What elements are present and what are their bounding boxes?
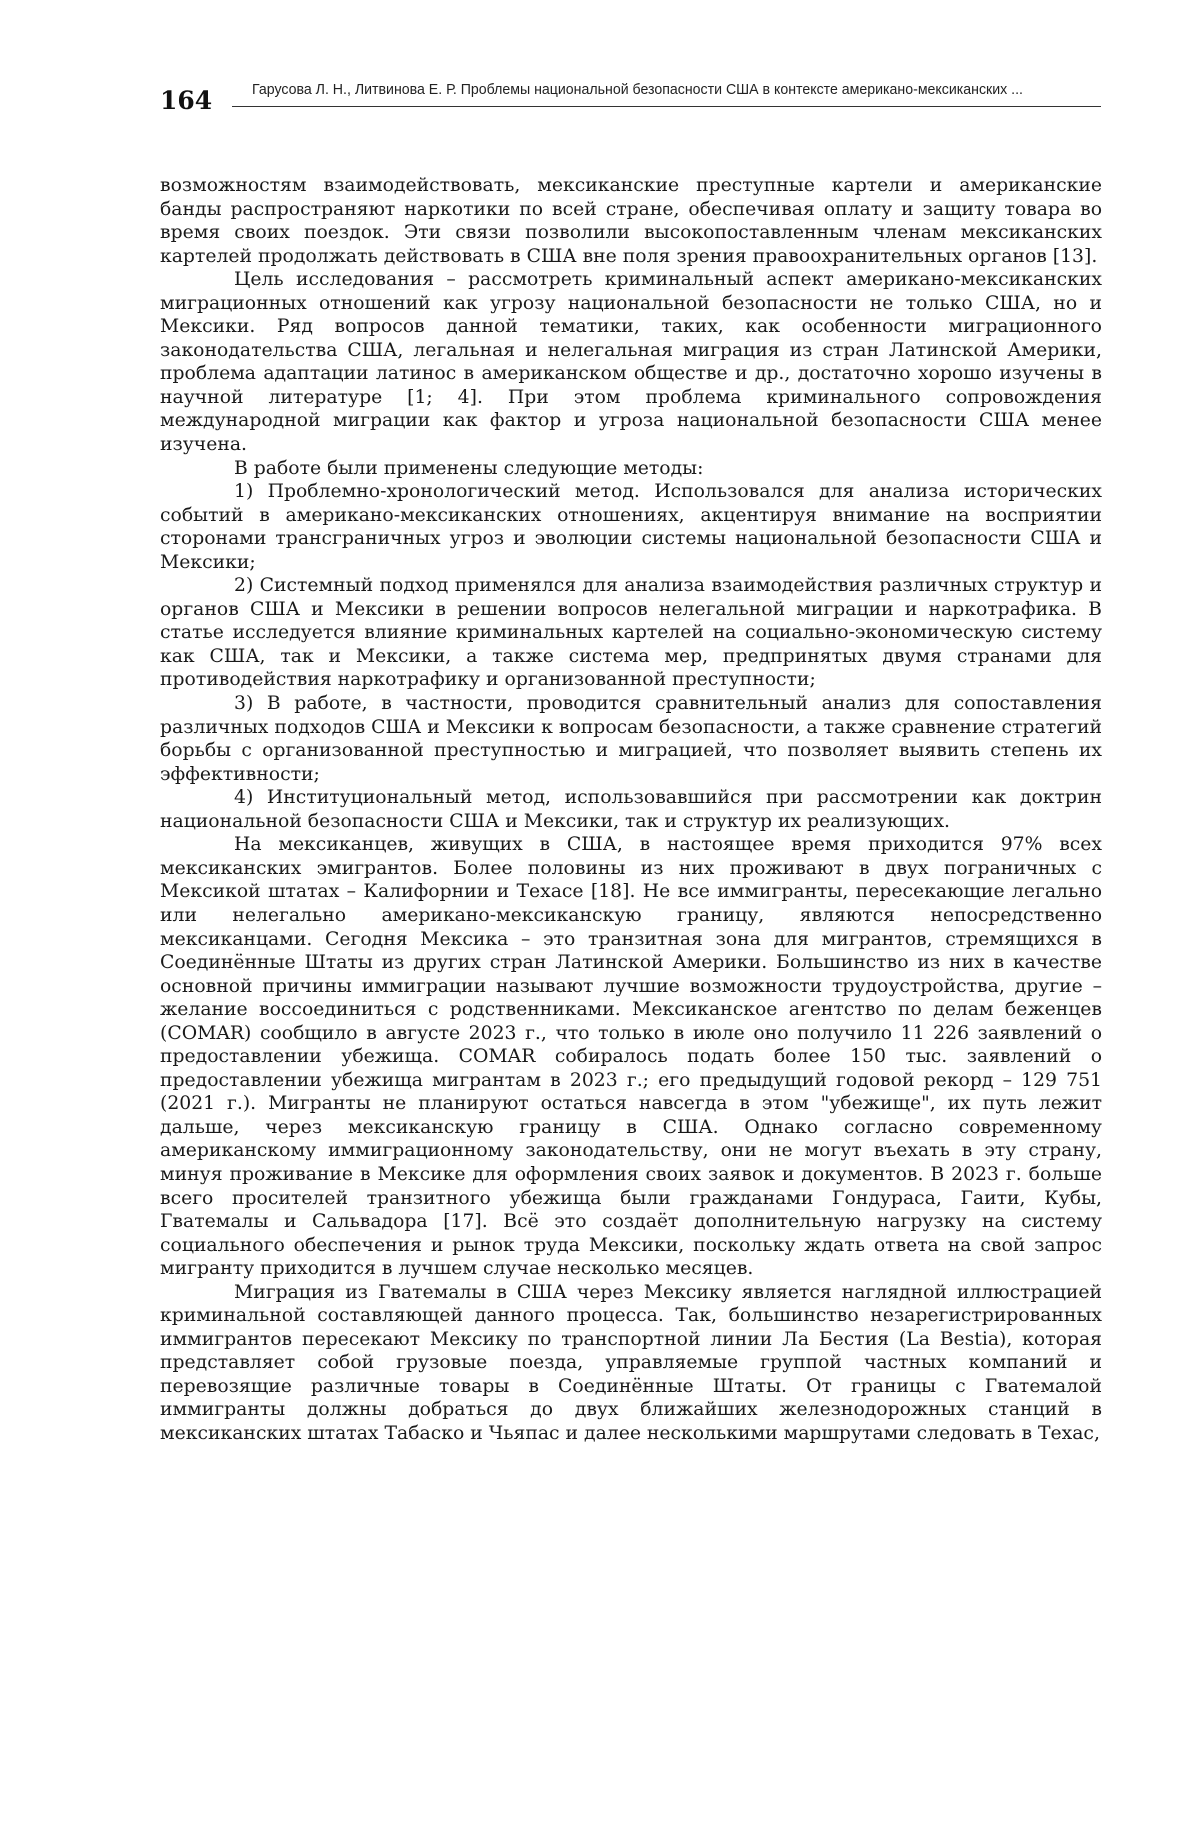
paragraph: 2) Системный подход применялся для анализа взаимодействия различных структур и органов США и Мексики в решении вопросов нелегальной миграции и наркотрафика. В статье исследуется влияние криминальных картелей на социально-экономическую систему как США, так и Мексики, а также система мер, предпринятых двумя странами для противодействия наркотрафику и организованной преступности; xyxy=(160,575,1102,691)
paragraph: 4) Институциональный метод, использовавшийся при рассмотрении как доктрин национальной безопасности США и Мексики, так и структур их реализующих. xyxy=(160,787,1102,832)
paragraph: Цель исследования – рассмотреть криминальный аспект американо-мексиканских миграционных отношений как угрозу национальной безопасности не только США, но и Мексики. Ряд вопросов данной тематики, таких, как особенности миграционного законодательства США, легальная и нелегальная миграция из стран Латинской Америки, проблема адаптации латинос в американском обществе и др., достаточно хорошо изучены в научной литературе [1; 4]. При этом проблема криминального сопровождения международной миграции как фактор и угроза национальной безопасности США менее изучена. xyxy=(160,269,1102,456)
paragraph: На мексиканцев, живущих в США, в настоящее время приходится 97% всех мексиканских эмигрантов. Более половины из них проживают в двух пограничных с Мексикой штатах – Калифорнии и Техасе [18]. Не все иммигранты, пересекающие легально или нелегально американо-мексиканскую границу, являются непосредственно мексиканцами. Сегодня Мексика – это транзитная зона для мигрантов, стремящихся в Соединённые Штаты из других стран Латинской Америки. Большинство из них в качестве основной причины иммиграции называют лучшие возможности трудоустройства, другие – желание воссоединиться с родственниками. Мексиканское агентство по делам беженцев (COMAR) сообщило в августе 2023 г., что только в июле оно получило 11 226 заявлений о предоставлении убежища. COMAR собиралось подать более 150 тыс. заявлений о предоставлении убежища мигрантам в 2023 г.; его предыдущий годовой рекорд – 129 751 (2021 г.). Мигранты не планируют остаться навсегда в этом "убежище", их путь лежит дальше, через мексиканскую границу в США. Однако согласно современному американскому иммиграционному законодательству, они не могут въехать в эту страну, минуя проживание в Мексике для оформления своих заявок и документов. В 2023 г. больше всего просителей транзитного убежища были гражданами Гондураса, Гаити, Кубы, Гватемалы и Сальвадора [17]. Всё это создаёт дополнительную нагрузку на систему социального обеспечения и рынок труда Мексики, поскольку ждать ответа на свой запрос мигранту приходится в лучшем случае несколько месяцев. xyxy=(160,834,1102,1280)
paragraph: 1) Проблемно-хронологический метод. Использовался для анализа исторических событий в американо-мексиканских отношениях, акцентируя внимание на восприятии сторонами трансграничных угроз и эволюции системы национальной безопасности США и Мексики; xyxy=(160,481,1102,573)
paragraph: Миграция из Гватемалы в США через Мексику является наглядной иллюстрацией криминальной составляющей данного процесса. Так, большинство незарегистрированных иммигрантов пересекают Мексику по транспортной линии Ла Бестия (La Bestia), которая представляет собой грузовые поезда, управляемые группой частных компаний и перевозящие различные товары в Соединённые Штаты. От границы с Гватемалой иммигранты должны добраться до двух ближайших железнодорожных станций в мексиканских штатах Табаско и Чьяпас и далее несколькими маршрутами следовать в Техас, xyxy=(160,1281,1102,1444)
paragraph: 3) В работе, в частности, проводится сравнительный анализ для сопоставления различных подходов США и Мексики к вопросам безопасности, а также сравнение стратегий борьбы с организованной преступностью и миграцией, что позволяет выявить степень их эффективности; xyxy=(160,693,1102,785)
header-rule xyxy=(232,106,1101,107)
page-number: 164 xyxy=(160,86,213,115)
paragraph: возможностям взаимодействовать, мексиканские преступные картели и американские банды распространяют наркотики по всей стране, обеспечивая оплату и защиту товара во время своих поездок. Эти связи позволили высокопоставленным членам мексиканских картелей продолжать действовать в США вне поля зрения правоохранительных органов [13]. xyxy=(160,175,1102,267)
body-text xyxy=(160,174,1102,1446)
running-head: Гарусова Л. Н., Литвинова Е. Р. Проблемы национальной безопасности США в контексте американо-мексиканских ... xyxy=(252,82,1023,98)
paragraph: В работе были применены следующие методы: xyxy=(234,457,704,479)
